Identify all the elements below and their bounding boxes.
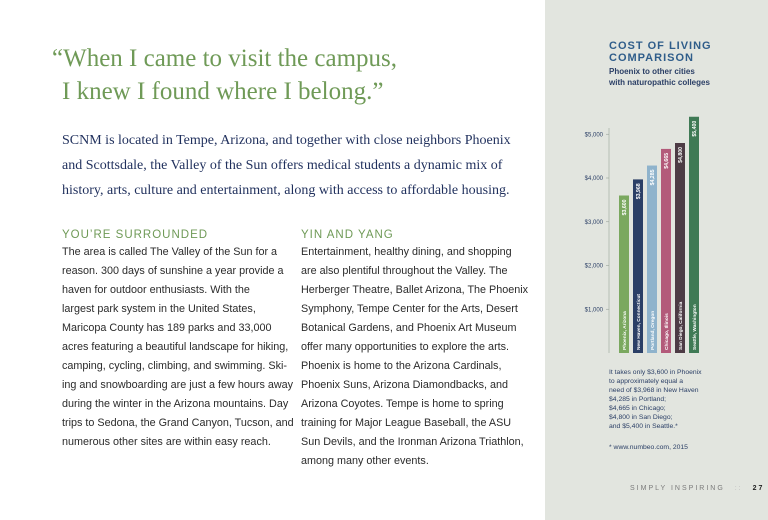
intro-line: history, arts, culture and entertainment, along with access to affordable housing. — [62, 183, 510, 198]
body-line: reason. 300 days of sunshine a year provide a — [62, 265, 284, 277]
body-line: Phoenix is home to the Arizona Cardinals, — [301, 360, 502, 372]
bar-category-label: Phoenix, Arizona — [623, 311, 628, 350]
y-tick-label: $3,000 — [584, 219, 603, 226]
y-tick-label: $2,000 — [584, 263, 603, 270]
quote-line-2: I knew I found where I belong.” — [62, 78, 384, 105]
body-line: Arizona Coyotes. Tempe is home to spring — [301, 398, 504, 410]
chart-title — [609, 40, 712, 64]
footer-label: SIMPLY INSPIRING — [630, 485, 725, 492]
cost-of-living-chart — [565, 108, 715, 358]
body-line: during the winter in the Arizona mountains. Day — [62, 398, 289, 410]
bar-value-label: $4,800 — [678, 147, 684, 163]
note-line: It takes only $3,600 in Phoenix — [609, 369, 702, 376]
bar-category-label: Portland, Oregon — [651, 310, 656, 350]
y-tick-label: $5,000 — [584, 132, 603, 139]
body-line: offer many opportunities to explore the arts. — [301, 341, 510, 353]
note-line: $4,800 in San Diego; — [609, 414, 673, 421]
section-body — [62, 243, 312, 452]
body-line: The area is called The Valley of the Sun for a — [62, 246, 278, 258]
bar-value-label: $4,285 — [650, 169, 656, 186]
chart-subtitle-line: Phoenix to other cities — [609, 67, 695, 76]
body-line: Entertainment, healthy dining, and shopping — [301, 246, 512, 258]
section-heading: YOU’RE SURROUNDED — [62, 229, 209, 241]
section-yin-and-yang — [301, 229, 551, 471]
intro-paragraph — [62, 128, 512, 203]
body-line: training for Major League Baseball, the ASU — [301, 417, 512, 429]
bar-value-label: $3,600 — [622, 199, 628, 216]
chart-title-line: COST OF LIVING — [609, 40, 712, 52]
body-line: trips to Sedona, the Grand Canyon, Tucson, and — [62, 417, 294, 429]
chart-title-line: COMPARISON — [609, 52, 694, 64]
bar-value-label: $5,400 — [692, 120, 698, 137]
bar-value-label: $4,665 — [664, 152, 670, 169]
intro-line: SCNM is located in Tempe, Arizona, and together with close neighbors Phoenix — [62, 133, 511, 148]
pull-quote — [52, 42, 397, 108]
note-line: $4,285 in Portland; — [609, 396, 667, 403]
body-line: haven for outdoor enthusiasts. With the — [62, 284, 250, 296]
body-line: numerous other sites are within easy reach. — [62, 436, 271, 448]
footer-separator: :: — [734, 485, 743, 492]
section-heading: YIN AND YANG — [301, 229, 394, 241]
bar-category-label: Chicago, Illinois — [665, 313, 670, 350]
section-youre-surrounded — [62, 229, 312, 452]
body-line: acres featuring a beautiful landscape for hiking, — [62, 341, 289, 353]
body-line: Symphony, Tempe Center for the Arts, Desert — [301, 303, 518, 315]
section-body — [301, 243, 551, 471]
y-tick-label: $1,000 — [584, 307, 603, 314]
chart-source: * www.numbeo.com, 2015 — [609, 444, 688, 451]
page-number: 27 — [752, 485, 765, 492]
note-line: $4,665 in Chicago; — [609, 405, 666, 412]
body-line: Botanical Gardens, and Phoenix Art Museum — [301, 322, 517, 334]
bar-category-label: Seattle, Washington — [693, 304, 698, 350]
bar-value-label: $3,968 — [636, 183, 642, 200]
body-line: Sun Devils, and the Ironman Arizona Triathlon, — [301, 436, 524, 448]
bar-category-label: San Diego, California — [679, 301, 684, 350]
page-footer — [630, 485, 764, 492]
body-line: camping, cycling, climbing, and swimming. Ski- — [62, 360, 288, 372]
y-tick-label: $4,000 — [584, 176, 603, 182]
note-line: need of $3,968 in New Haven — [609, 387, 699, 394]
body-line: ing and snowboarding are just a few hours away — [62, 379, 294, 391]
quote-line-1: “When I came to visit the campus, — [52, 45, 398, 72]
body-line: Phoenix Suns, Arizona Diamondbacks, and — [301, 379, 509, 391]
note-line: and $5,400 in Seattle.* — [609, 423, 678, 430]
body-line: Herberger Theatre, Ballet Arizona, The Phoenix — [301, 284, 529, 296]
note-line: to approximately equal a — [609, 378, 684, 385]
intro-line: and Scottsdale, the Valley of the Sun offers medical students a dynamic mix of — [62, 158, 503, 173]
body-line: among many other events. — [301, 455, 429, 467]
body-line: Maricopa County has 189 parks and 33,000 — [62, 322, 272, 334]
chart-subtitle — [609, 66, 710, 88]
chart-note — [609, 368, 702, 431]
body-line: are also plentiful throughout the Valley. The — [301, 265, 508, 277]
bar-category-label: New Haven, Connecticut — [637, 294, 642, 350]
body-line: largest park system in the United States, — [62, 303, 256, 315]
chart-subtitle-line: with naturopathic colleges — [609, 78, 710, 87]
